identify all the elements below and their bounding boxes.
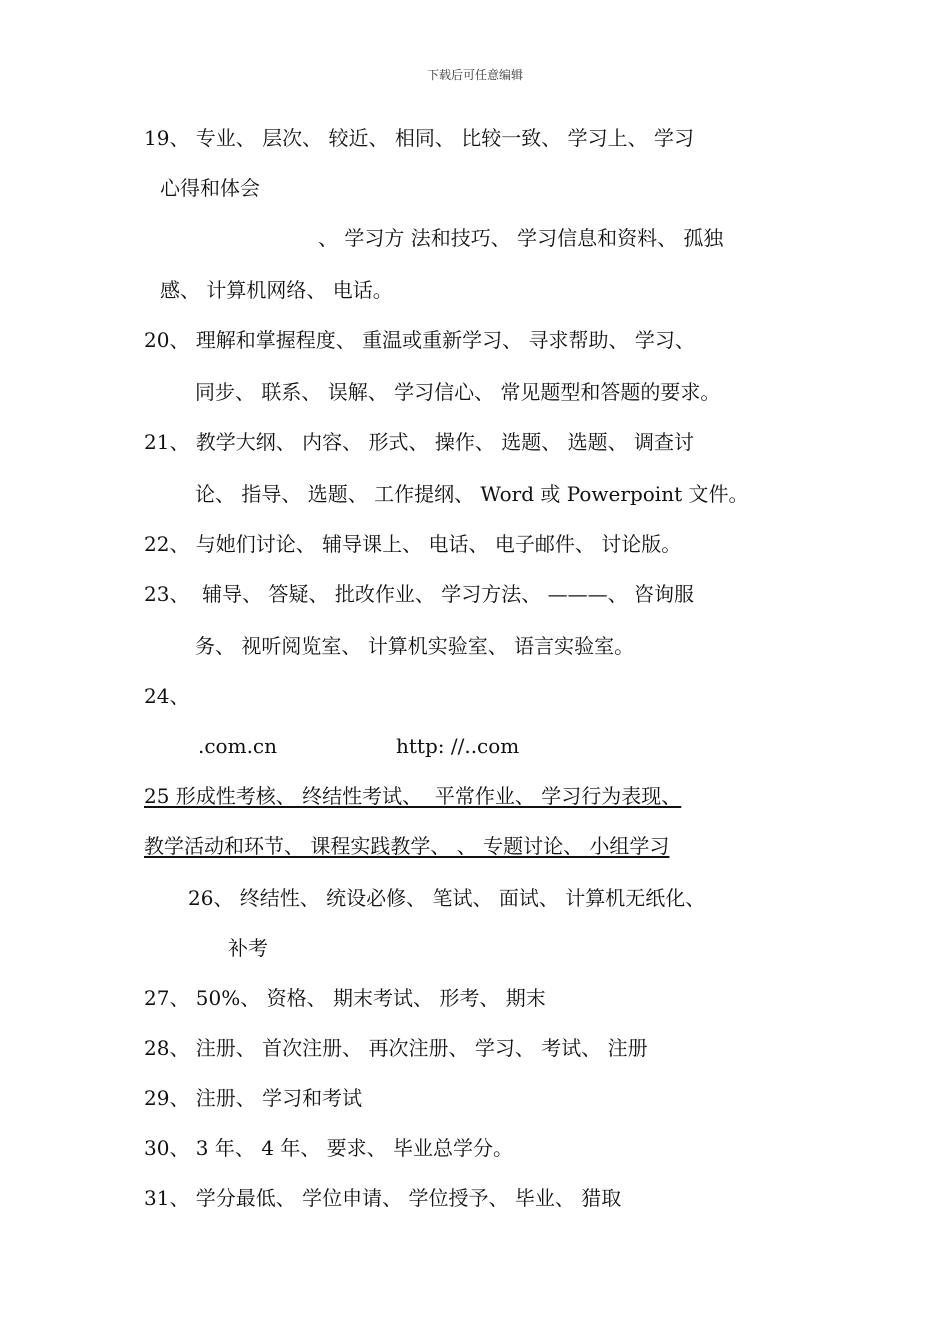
text-line: 教学活动和环节、 课程实践教学、 、 专题讨论、 小组学习 bbox=[144, 834, 670, 858]
text-line: 27、 50%、 资格、 期末考试、 形考、 期末 bbox=[144, 986, 546, 1010]
text-line: 23、 辅导、 答疑、 批改作业、 学习方法、 ———、 咨询服 bbox=[144, 582, 694, 606]
text-line: 28、 注册、 首次注册、 再次注册、 学习、 考试、 注册 bbox=[144, 1036, 648, 1060]
text-line: 25 形成性考核、 终结性考试、 平常作业、 学习行为表现、 bbox=[144, 784, 682, 808]
text-line: 论、 指导、 选题、 工作提纲、 Word 或 Powerpoint 文件。 bbox=[195, 482, 749, 506]
text-line: 22、 与她们讨论、 辅导课上、 电话、 电子邮件、 讨论版。 bbox=[144, 532, 682, 556]
text-line: 30、 3 年、 4 年、 要求、 毕业总学分。 bbox=[144, 1136, 514, 1160]
text-line: 31、 学分最低、 学位申请、 学位授予、 毕业、 猎取 bbox=[144, 1186, 622, 1210]
text-line: 补考 bbox=[228, 936, 268, 960]
text-line: 20、 理解和掌握程度、 重温或重新学习、 寻求帮助、 学习、 bbox=[144, 328, 695, 352]
text-line: 19、 专业、 层次、 较近、 相同、 比较一致、 学习上、 学习 bbox=[144, 126, 694, 150]
text-line: 29、 注册、 学习和考试 bbox=[144, 1086, 363, 1110]
text-line: 26、 终结性、 统设必修、 笔试、 面试、 计算机无纸化、 bbox=[188, 886, 706, 910]
text-line: 感、 计算机网络、 电话。 bbox=[160, 278, 393, 302]
page-header: 下载后可任意编辑 bbox=[426, 68, 523, 82]
text-line: 21、 教学大纲、 内容、 形式、 操作、 选题、 选题、 调查讨 bbox=[144, 430, 694, 454]
text-line: 务、 视听阅览室、 计算机实验室、 语言实验室。 bbox=[195, 634, 635, 658]
text-line: 、 学习方 法和技巧、 学习信息和资料、 孤独 bbox=[318, 226, 724, 250]
text-line: 同步、 联系、 误解、 学习信心、 常见题型和答题的要求。 bbox=[195, 380, 721, 404]
text-line: .com.cn bbox=[198, 734, 278, 758]
text-line: 24、 bbox=[144, 684, 190, 708]
text-line: 心得和体会 bbox=[160, 176, 260, 200]
text-line: http: //..com bbox=[396, 734, 520, 758]
